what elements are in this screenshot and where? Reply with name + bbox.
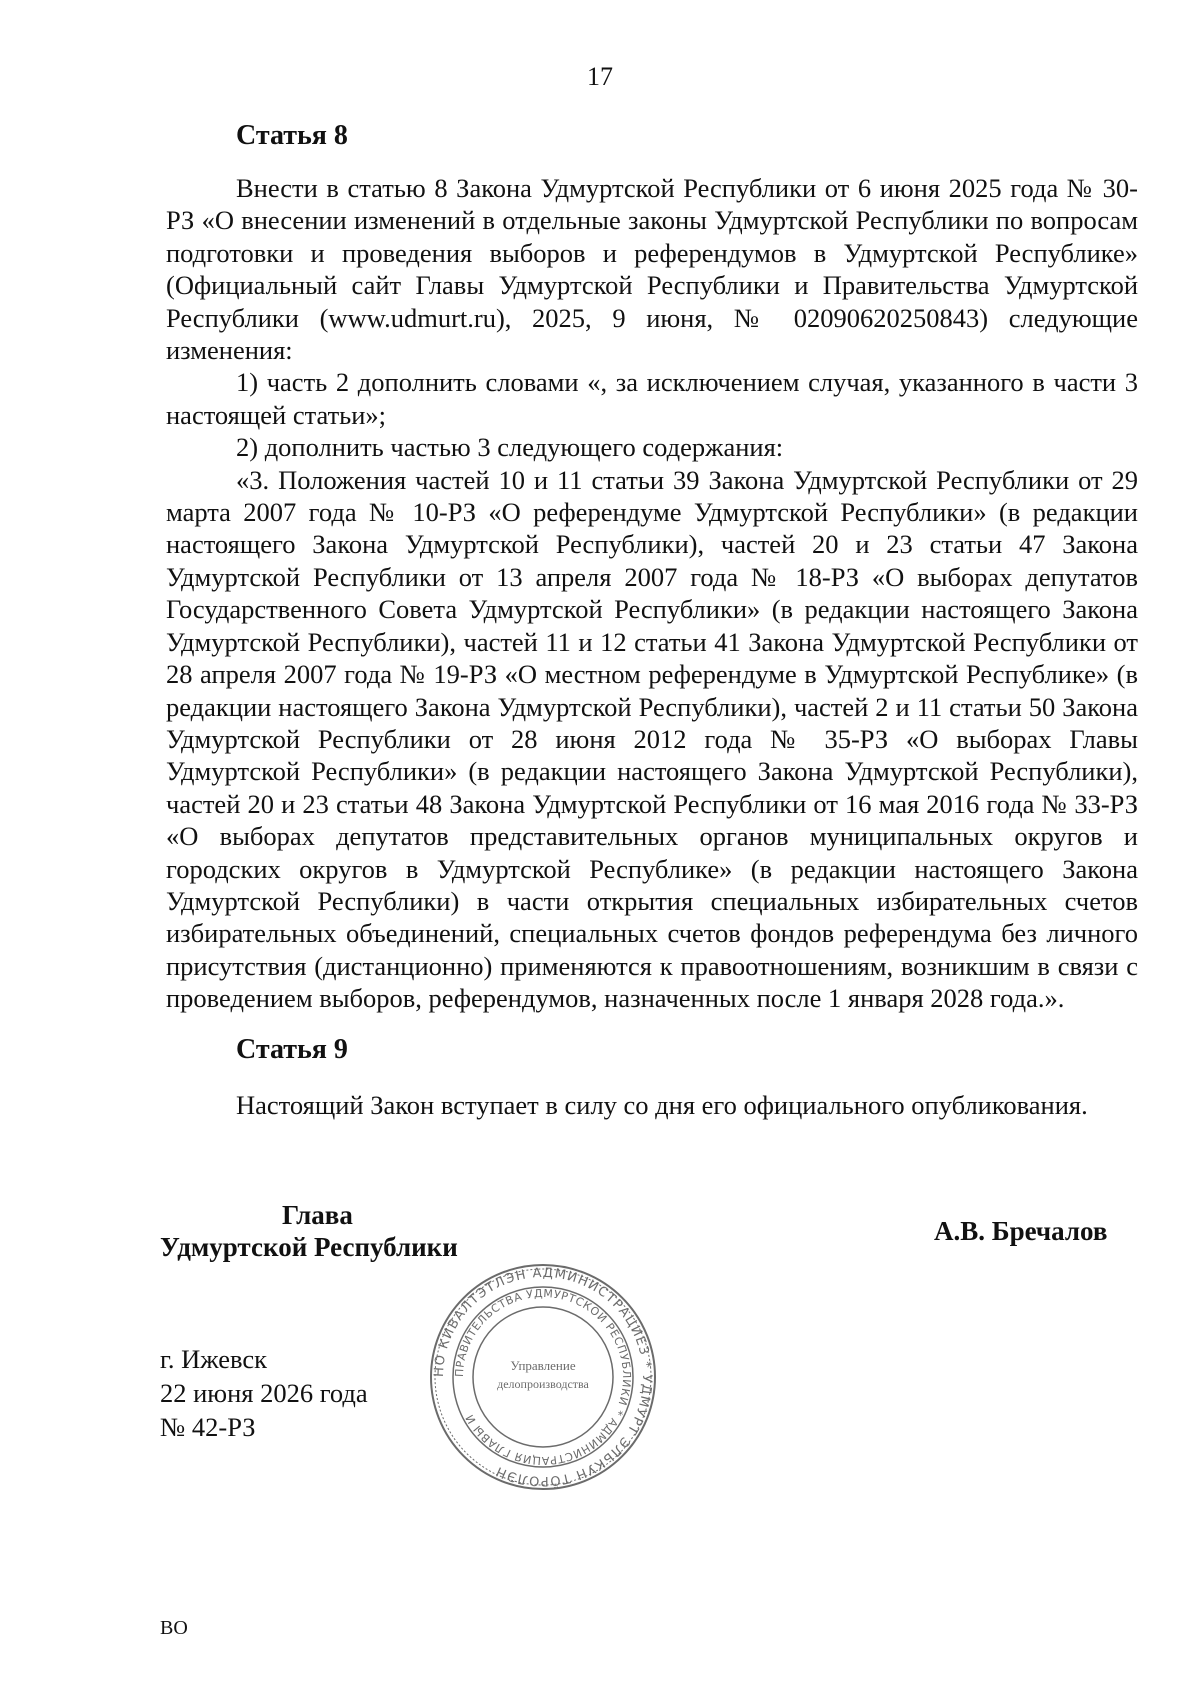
article-9-heading: Статья 9 — [236, 1034, 348, 1065]
stamp-outer-text: НО КИВАЛТЭТЛЭН АДМИНИСТРАЦИЕЗ * УДМУРТ ЭЛЬКУН ТӦРОЛЭН — [431, 1265, 655, 1489]
official-seal-stamp — [428, 1262, 658, 1492]
article-8-paragraph: Внести в статью 8 Закона Удмуртской Республики от 6 июня 2025 года № 30-РЗ «О внесении изменений в отдельные законы Удмуртской Республики по вопросам подготовки и проведения выборов и референдумов в Удмуртской Республике» (Официальный сайт Главы Удмуртской Республики и Правительства Удмуртской Республики (www.udmurt.ru), 2025, 9 июня, № 02090620250843) следующие изменения: — [166, 173, 1138, 366]
signing-date: 22 июня 2026 года — [160, 1378, 368, 1408]
city: г. Ижевск — [160, 1344, 267, 1374]
article-8-body — [166, 172, 1138, 1015]
stamp-center-line-1: Управление — [510, 1358, 576, 1373]
article-8-item-2: 2) дополнить частью 3 следующего содержания: — [236, 432, 784, 463]
article-8-part-3: «3. Положения частей 10 и 11 статьи 39 Закона Удмуртской Республики от 29 марта 2007 года № 10-РЗ «О референдуме Удмуртской Республики» (в редакции настоящего Закона Удмуртской Республики), частей 20 и 23 статьи 47 Закона Удмуртской Республики от 13 апреля 2007 года № 18-РЗ «О выборах депутатов Государственного Совета Удмуртской Республики» (в редакции настоящего Закона Удмуртской Республики), частей 11 и 12 статьи 41 Закона Удмуртской Республики от 28 апреля 2007 года № 19-РЗ «О местном референдуме в Удмуртской Республике» (в редакции настоящего Закона Удмуртской Республики), частей 2 и 11 статьи 50 Закона Удмуртской Республики от 28 июня 2012 года № 35-РЗ «О выборах Главы Удмуртской Республики» (в редакции настоящего Закона Удмуртской Республики), частей 20 и 23 статьи 48 Закона Удмуртской Республики от 16 мая 2016 года № 33-РЗ «О выборах депутатов представительных органов муниципальных округов и городских округов в Удмуртской Республике» (в редакции настоящего Закона Удмуртской Республики) в части открытия специальных избирательных счетов избирательных объединений, специальных счетов фондов референдума без личного присутствия (дистанционно) применяются к правоотношениям, возникшим в связи с проведением выборов, референдумов, назначенных после 1 января 2028 года.». — [166, 464, 1138, 1014]
signatory-title-line-2: Удмуртской Республики — [160, 1232, 458, 1262]
law-number: № 42-РЗ — [160, 1412, 256, 1442]
stamp-center-line-2: делопроизводства — [497, 1377, 589, 1391]
signatory-name: А.В. Бречалов — [934, 1216, 1108, 1246]
signatory-title-line-1: Глава — [282, 1200, 353, 1230]
article-8-item-1: 1) часть 2 дополнить словами «, за исключением случая, указанного в части 3 настоящей статьи»; — [166, 367, 1138, 430]
footer-code: ВО — [160, 1617, 188, 1639]
article-8-heading: Статья 8 — [236, 120, 348, 151]
article-9-text: Настоящий Закон вступает в силу со дня его официального опубликования. — [236, 1090, 1088, 1120]
stamp-middle-text: ПРАВИТЕЛЬСТВА УДМУРТСКОЙ РЕСПУБЛИКИ * АДМИНИСТРАЦИЯ ГЛАВЫ И — [452, 1286, 634, 1468]
page-number: 17 — [587, 62, 613, 91]
